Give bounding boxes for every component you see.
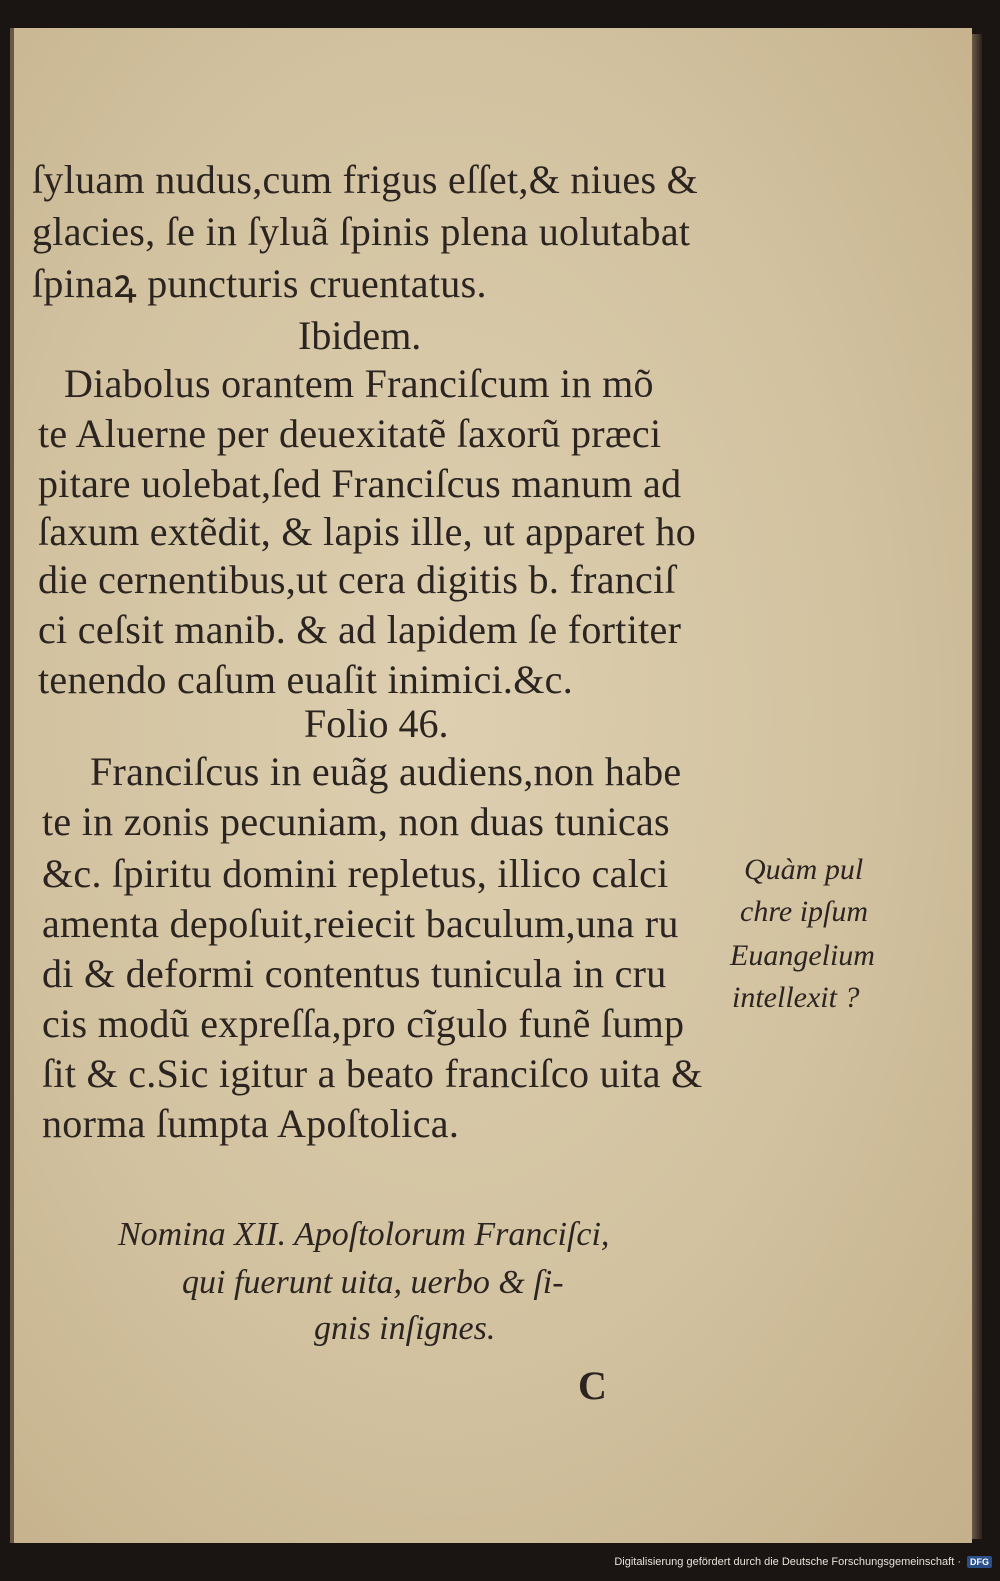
heading-folio: Folio 46. [304,701,449,746]
heading-ibidem: Ibidem. [298,313,422,358]
text-line: tenendo caſum euaſit inimici.&c. [38,657,573,702]
digitization-footer [600,1551,992,1573]
text-line: &c. ſpiritu domini repletus, illico calci [42,851,669,896]
text-line: amenta depoſuit,reiecit baculum,una ru [42,901,679,946]
text-line: te Aluerne per deuexitatẽ ſaxorũ præci [38,411,662,456]
page-edge [972,34,982,1539]
text-line: cis modũ expreſſa,pro cĩgulo funẽ ſump [42,1001,685,1046]
text-line: te in zonis pecuniam, non duas tunicas [42,799,670,844]
text-line: ſyluam nudus,cum frigus eſſet,& niues & [32,157,699,202]
text-line: pitare uolebat,ſed Franciſcus manum ad [38,461,682,506]
margin-note-line: chre ipſum [740,895,869,928]
text-line: di & deformi contentus tunicula in cru [42,951,667,996]
section-title-line: gnis inſignes. [314,1310,496,1347]
dfg-logo: DFG [967,1556,992,1568]
text-line: die cernentibus,ut cera digitis b. franciſ [38,557,676,602]
margin-note-line: intellexit ? [732,981,860,1014]
text-line: ſpinaꝝ puncturis cruentatus. [32,261,487,306]
text-line: ſaxum extẽdit, & lapis ille, ut apparet ho [38,509,696,554]
section-title-line: Nomina XII. Apoſtolorum Franciſci, [118,1216,610,1253]
text-line: norma ſumpta Apoſtolica. [42,1101,460,1146]
section-title-line: qui fuerunt uita, uerbo & ſi- [182,1264,564,1301]
signature-mark: C [578,1363,607,1408]
margin-note-line: Euangelium [730,939,875,972]
text-line: glacies, ſe in ſyluã ſpinis plena uolutabat [32,209,691,254]
text-line: ſit & c.Sic igitur a beato franciſco uita & [42,1051,703,1096]
footer-text: Digitalisierung gefördert durch die Deutsche Forschungsgemeinschaft · [614,1556,961,1568]
text-line: Franciſcus in euãg audiens,non habe [90,749,682,794]
margin-note-line: Quàm pul [744,853,864,886]
text-line: ci ceſsit manib. & ad lapidem ſe fortiter [38,607,682,652]
text-line: Diabolus orantem Franciſcum in mõ [64,361,654,406]
